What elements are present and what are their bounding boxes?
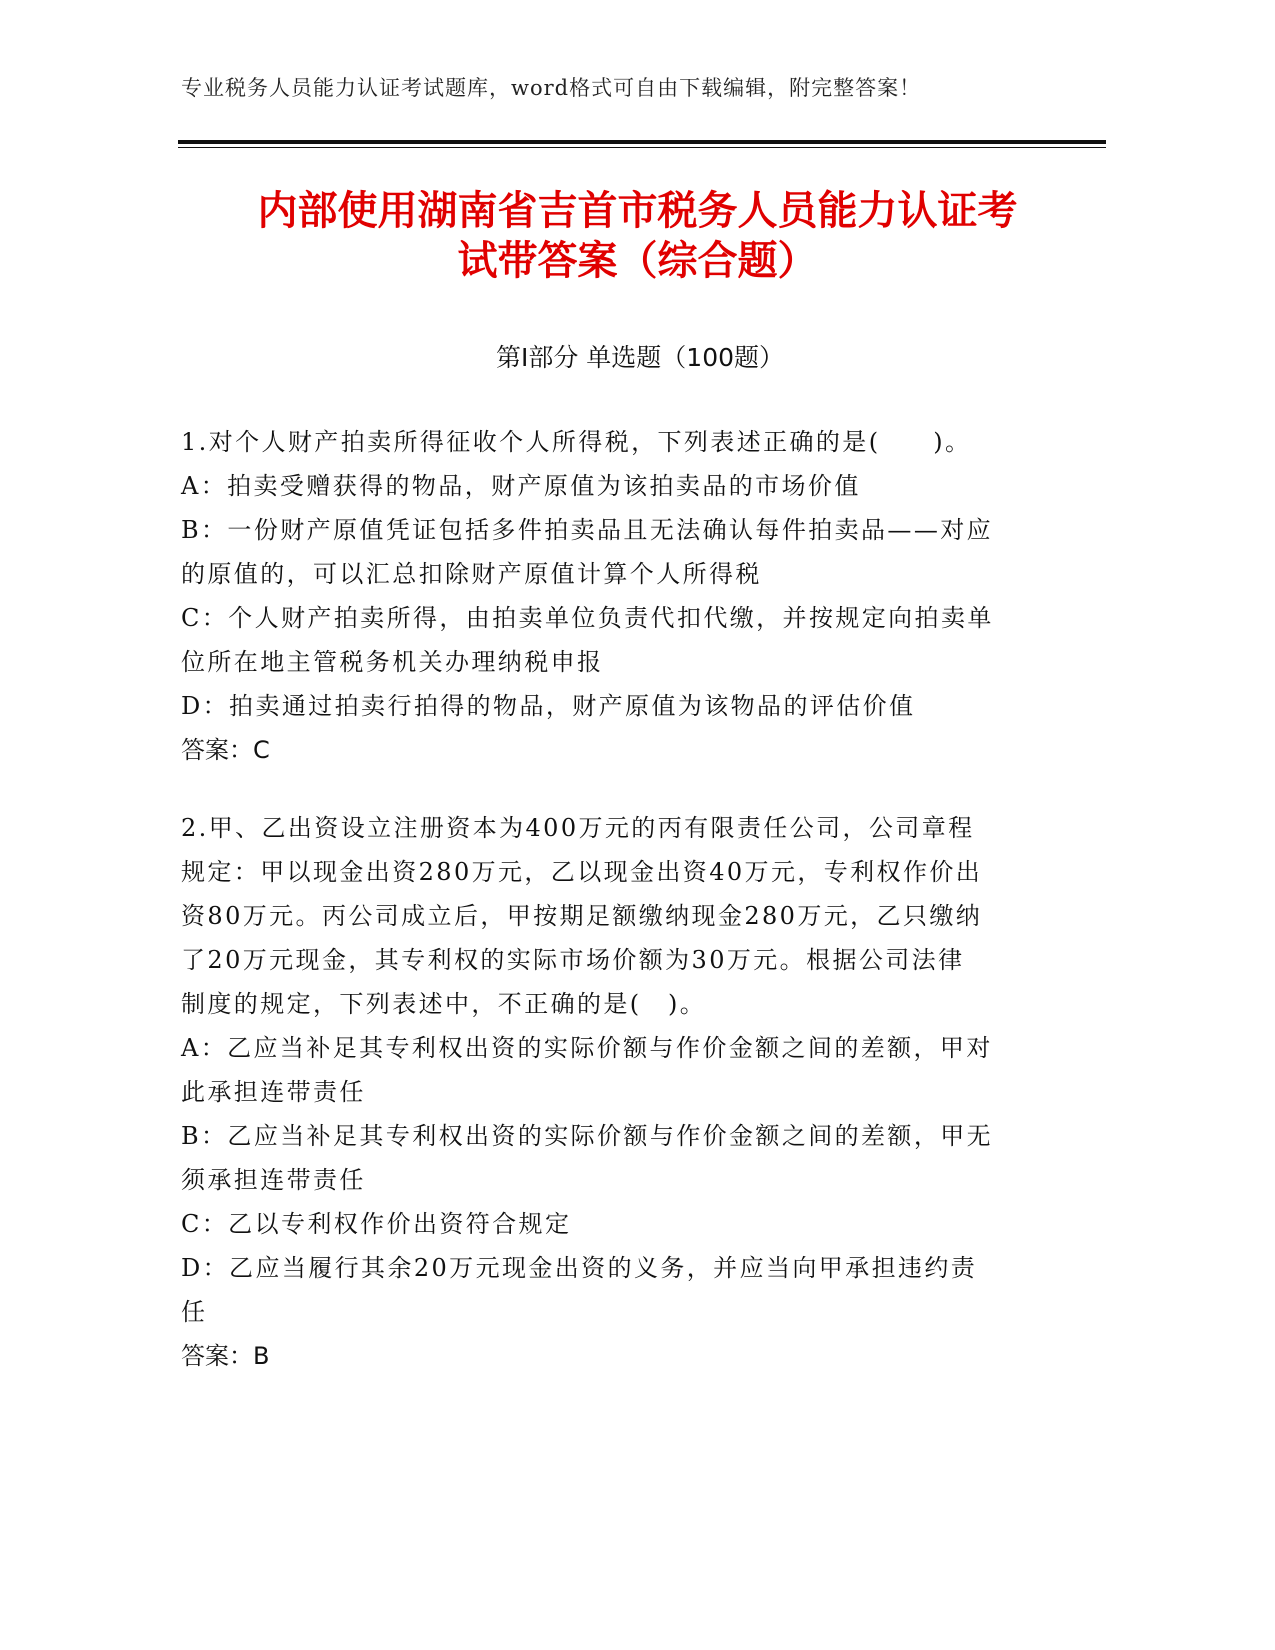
- question-list: [181, 420, 1031, 1412]
- option-a-line: 此承担连带责任: [181, 1078, 366, 1106]
- option-d-line: D：乙应当履行其余20万元现金出资的义务，并应当向甲承担违约责: [181, 1254, 978, 1282]
- page-header-text: 专业税务人员能力认证考试题库，word格式可自由下载编辑，附完整答案！: [181, 76, 922, 100]
- answer-line: 答案：C: [181, 736, 270, 764]
- question-2: [181, 806, 1031, 1378]
- option-d-line: D：拍卖通过拍卖行拍得的物品，财产原值为该物品的评估价值: [181, 692, 916, 720]
- option-c-line: 位所在地主管税务机关办理纳税申报: [181, 648, 604, 676]
- option-d-line: 任: [181, 1298, 208, 1326]
- question-1: [181, 420, 1031, 772]
- question-stem-line: 1.对个人财产拍卖所得征收个人所得税，下列表述正确的是( )。: [181, 428, 972, 456]
- option-b-line: B：乙应当补足其专利权出资的实际价额与作价金额之间的差额，甲无: [181, 1122, 994, 1150]
- document-title-line-2: 试带答案（综合题）: [457, 238, 818, 284]
- header-rule: [178, 140, 1106, 144]
- question-stem-line: 规定：甲以现金出资280万元，乙以现金出资40万元，专利权作价出: [181, 858, 983, 886]
- question-stem-line: 资80万元。丙公司成立后，甲按期足额缴纳现金280万元，乙只缴纳: [181, 902, 983, 930]
- option-c-line: C：个人财产拍卖所得，由拍卖单位负责代扣代缴，并按规定向拍卖单: [181, 604, 994, 632]
- answer-line: 答案：B: [181, 1342, 270, 1370]
- question-stem-line: 了20万元现金，其专利权的实际市场价额为30万元。根据公司法律: [181, 946, 965, 974]
- document-title: [130, 186, 1145, 286]
- option-b-line: B：一份财产原值凭证包括多件拍卖品且无法确认每件拍卖品——对应: [181, 516, 994, 544]
- document-title-line-1: 内部使用湖南省吉首市税务人员能力认证考: [257, 188, 1018, 234]
- header-rule-thin: [178, 147, 1106, 148]
- question-stem-line: 制度的规定，下列表述中，不正确的是( )。: [181, 990, 707, 1018]
- option-c-line: C：乙以专利权作价出资符合规定: [181, 1210, 572, 1238]
- option-a-line: A：乙应当补足其专利权出资的实际价额与作价金额之间的差额，甲对: [181, 1034, 993, 1062]
- option-b-line: 须承担连带责任: [181, 1166, 366, 1194]
- section-heading: 第Ⅰ部分 单选题（100题）: [495, 343, 785, 372]
- option-b-line: 的原值的，可以汇总扣除财产原值计算个人所得税: [181, 560, 762, 588]
- question-stem-line: 2.甲、乙出资设立注册资本为400万元的丙有限责任公司，公司章程: [181, 814, 975, 842]
- option-a-line: A：拍卖受赠获得的物品，财产原值为该拍卖品的市场价值: [181, 472, 861, 500]
